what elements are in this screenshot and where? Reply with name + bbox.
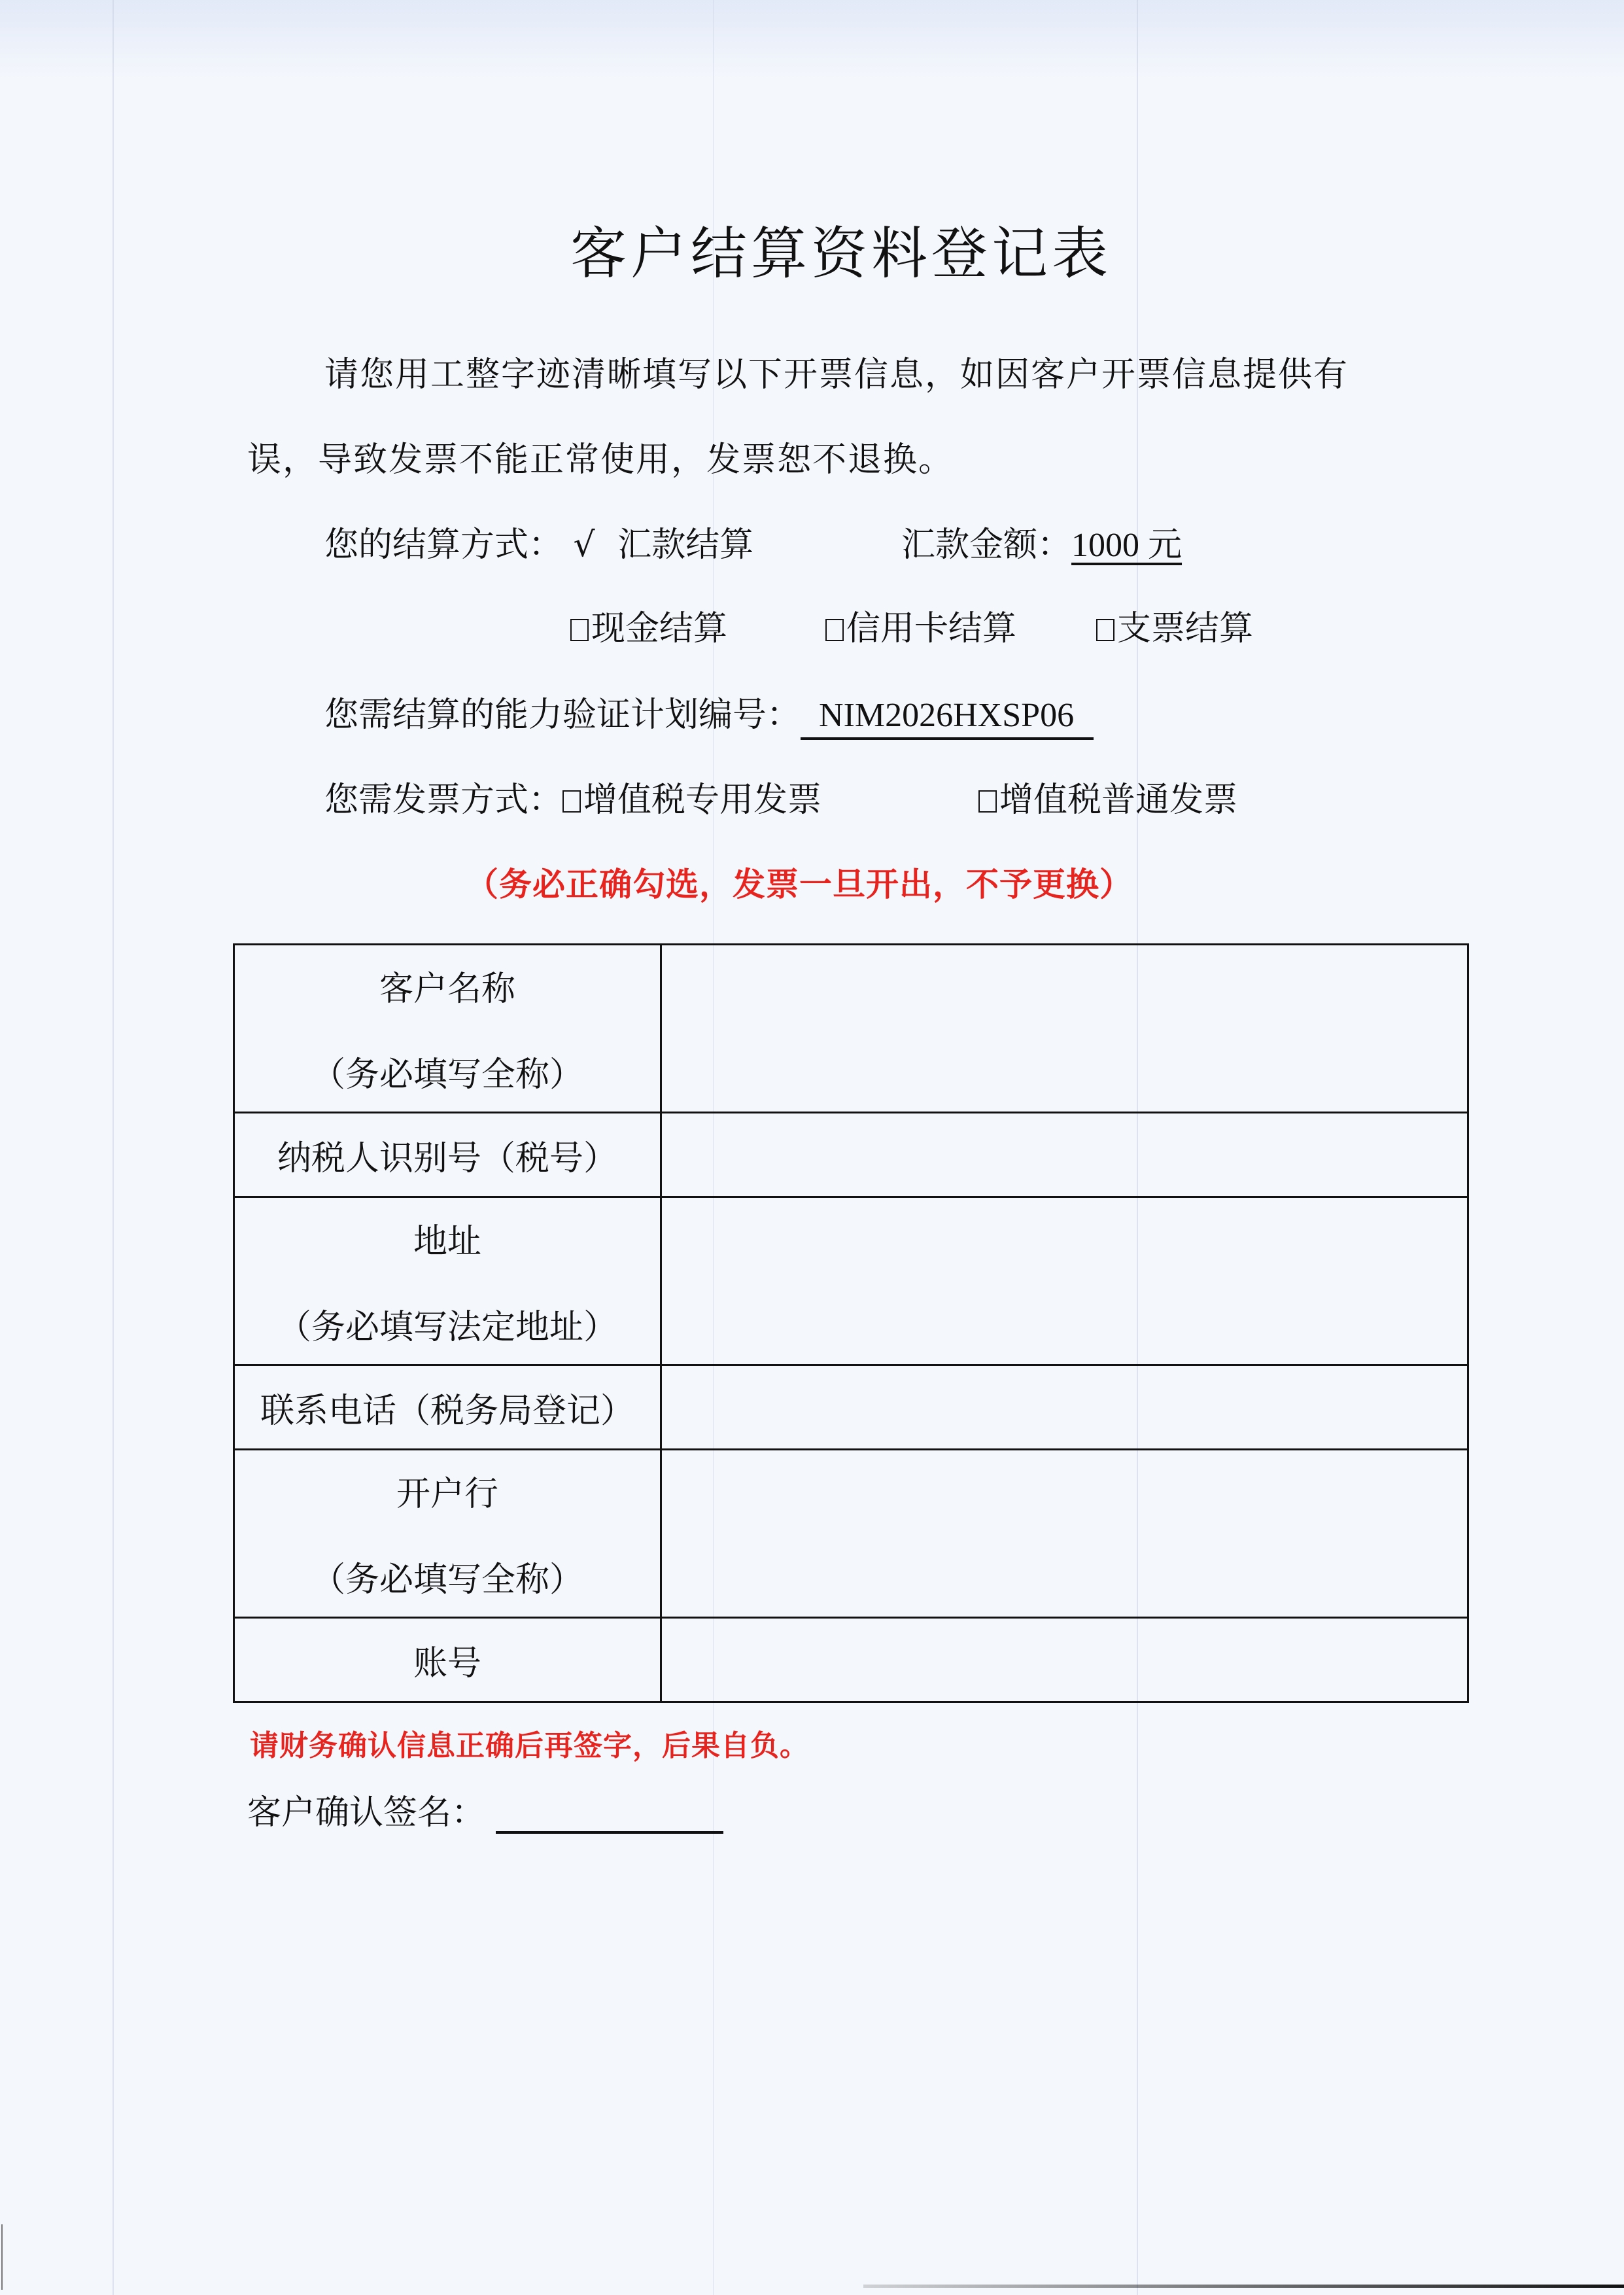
scan-artifact-line xyxy=(112,0,114,2295)
signature-label: 客户确认签名： xyxy=(247,1793,486,1832)
label-customer-name: 客户名称 （务必填写全称） xyxy=(234,945,661,1113)
option-label: 增值税普通发票 xyxy=(999,780,1238,820)
customer-name-field[interactable] xyxy=(661,945,1468,1113)
option-wire-transfer[interactable]: 汇款结算 xyxy=(617,525,754,565)
checkbox-icon[interactable] xyxy=(570,619,589,641)
option-cash[interactable] xyxy=(570,601,727,650)
checkbox-icon[interactable] xyxy=(978,790,997,813)
label-address: 地址 （务必填写法定地址） xyxy=(234,1197,661,1365)
table-row xyxy=(234,1450,1468,1618)
checkbox-icon[interactable] xyxy=(1096,619,1114,641)
plan-number-row xyxy=(324,687,1094,740)
option-vat-general-invoice[interactable] xyxy=(978,772,1237,821)
taxpayer-id-field[interactable] xyxy=(661,1113,1468,1197)
phone-field[interactable] xyxy=(661,1365,1468,1450)
scan-edge xyxy=(863,2285,1624,2288)
label-taxpayer-id: 纳税人识别号（税号） xyxy=(234,1113,661,1197)
scan-edge xyxy=(1,2224,3,2290)
signature-field[interactable] xyxy=(496,1798,723,1834)
table-row xyxy=(234,1365,1468,1450)
document-title: 客户结算资料登记表 xyxy=(570,221,1112,287)
address-field[interactable] xyxy=(661,1197,1468,1365)
remittance-amount-label: 汇款金额： xyxy=(901,525,1072,565)
checkmark-icon[interactable]: √ xyxy=(573,525,595,565)
settlement-method-row xyxy=(324,517,753,566)
plan-number-value[interactable]: NIM2026HXSP06 xyxy=(801,694,1094,740)
remittance-amount-value[interactable]: 1000 元 xyxy=(1071,527,1183,564)
option-vat-special-invoice[interactable]: 增值税专用发票 xyxy=(583,780,822,820)
billing-info-table xyxy=(233,943,1469,1703)
label-phone: 联系电话（税务局登记） xyxy=(234,1365,661,1450)
option-label: 信用卡结算 xyxy=(846,609,1017,648)
option-label: 支票结算 xyxy=(1117,609,1254,648)
table-row xyxy=(234,1618,1468,1702)
intro-line-1: 请您用工整字迹清晰填写以下开票信息，如因客户开票信息提供有 xyxy=(324,355,1349,394)
invoice-type-row xyxy=(324,772,821,821)
option-cheque[interactable] xyxy=(1096,601,1253,650)
option-label: 现金结算 xyxy=(591,609,728,648)
option-credit-card[interactable] xyxy=(825,601,1016,650)
settlement-method-label: 您的结算方式： xyxy=(324,525,563,565)
label-bank: 开户行 （务必填写全称） xyxy=(234,1450,661,1618)
table-row xyxy=(234,945,1468,1113)
table-row xyxy=(234,1113,1468,1197)
selection-warning: （务必正确勾选，发票一旦开出，不予更换） xyxy=(466,866,1133,903)
intro-line-2: 误，导致发票不能正常使用，发票恕不退换。 xyxy=(247,440,954,480)
label-account-number: 账号 xyxy=(234,1618,661,1702)
table-row xyxy=(234,1197,1468,1365)
finance-confirmation-note: 请财务确认信息正确后再签字，后果自负。 xyxy=(250,1729,809,1762)
remittance-amount xyxy=(901,517,1182,566)
plan-number-label: 您需结算的能力验证计划编号： xyxy=(324,695,801,735)
checkbox-icon[interactable] xyxy=(825,619,844,641)
account-number-field[interactable] xyxy=(661,1618,1468,1702)
checkbox-icon[interactable] xyxy=(562,790,581,813)
bank-field[interactable] xyxy=(661,1450,1468,1618)
signature-row xyxy=(247,1785,723,1834)
invoice-type-label: 您需发票方式： xyxy=(324,780,563,820)
